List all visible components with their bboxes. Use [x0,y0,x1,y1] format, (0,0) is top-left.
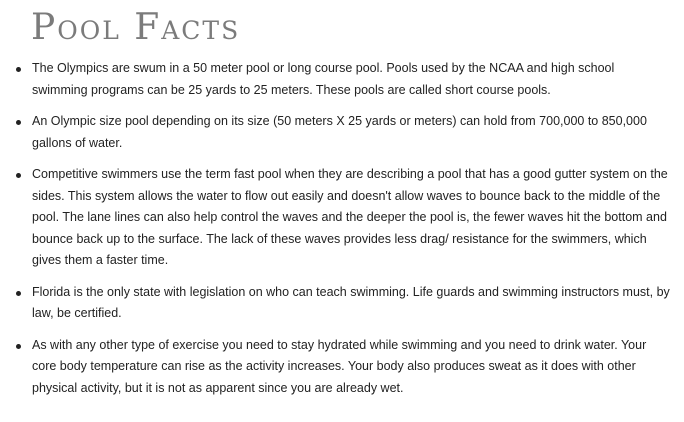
fact-hydration: As with any other type of exercise you need to stay hydrated while swimming and you need to drink water. Your core body temperature can rise as the activity increases. Your body also produces sweat as it does with other physical activity, but it is not as apparent since you are already wet. [32,335,670,400]
fact-olympic-pool-length: The Olympics are swum in a 50 meter pool or long course pool. Pools used by the NCAA and high school swimming programs can be 25 yards to 25 meters. These pools are called short course pools. [32,58,670,101]
page-title: Pool Facts [31,7,241,48]
facts-list [0,58,670,409]
fact-fast-pool: Competitive swimmers use the term fast pool when they are describing a pool that has a good gutter system on the sides. This system allows the water to flow out easily and doesn't allow waves to bounce back to the middle of the pool. The lane lines can also help control the waves and the deeper the pool is, the fewer waves hit the bottom and bounce back up to the surface. The lack of these waves provides less drag/ resistance for the swimmers, which gives them a faster time. [32,164,670,272]
fact-olympic-pool-volume: An Olympic size pool depending on its size (50 meters X 25 yards or meters) can hold from 700,000 to 850,000 gallons of water. [32,111,670,154]
fact-florida-legislation: Florida is the only state with legislation on who can teach swimming. Life guards and swimming instructors must, by law, be certified. [32,282,670,325]
